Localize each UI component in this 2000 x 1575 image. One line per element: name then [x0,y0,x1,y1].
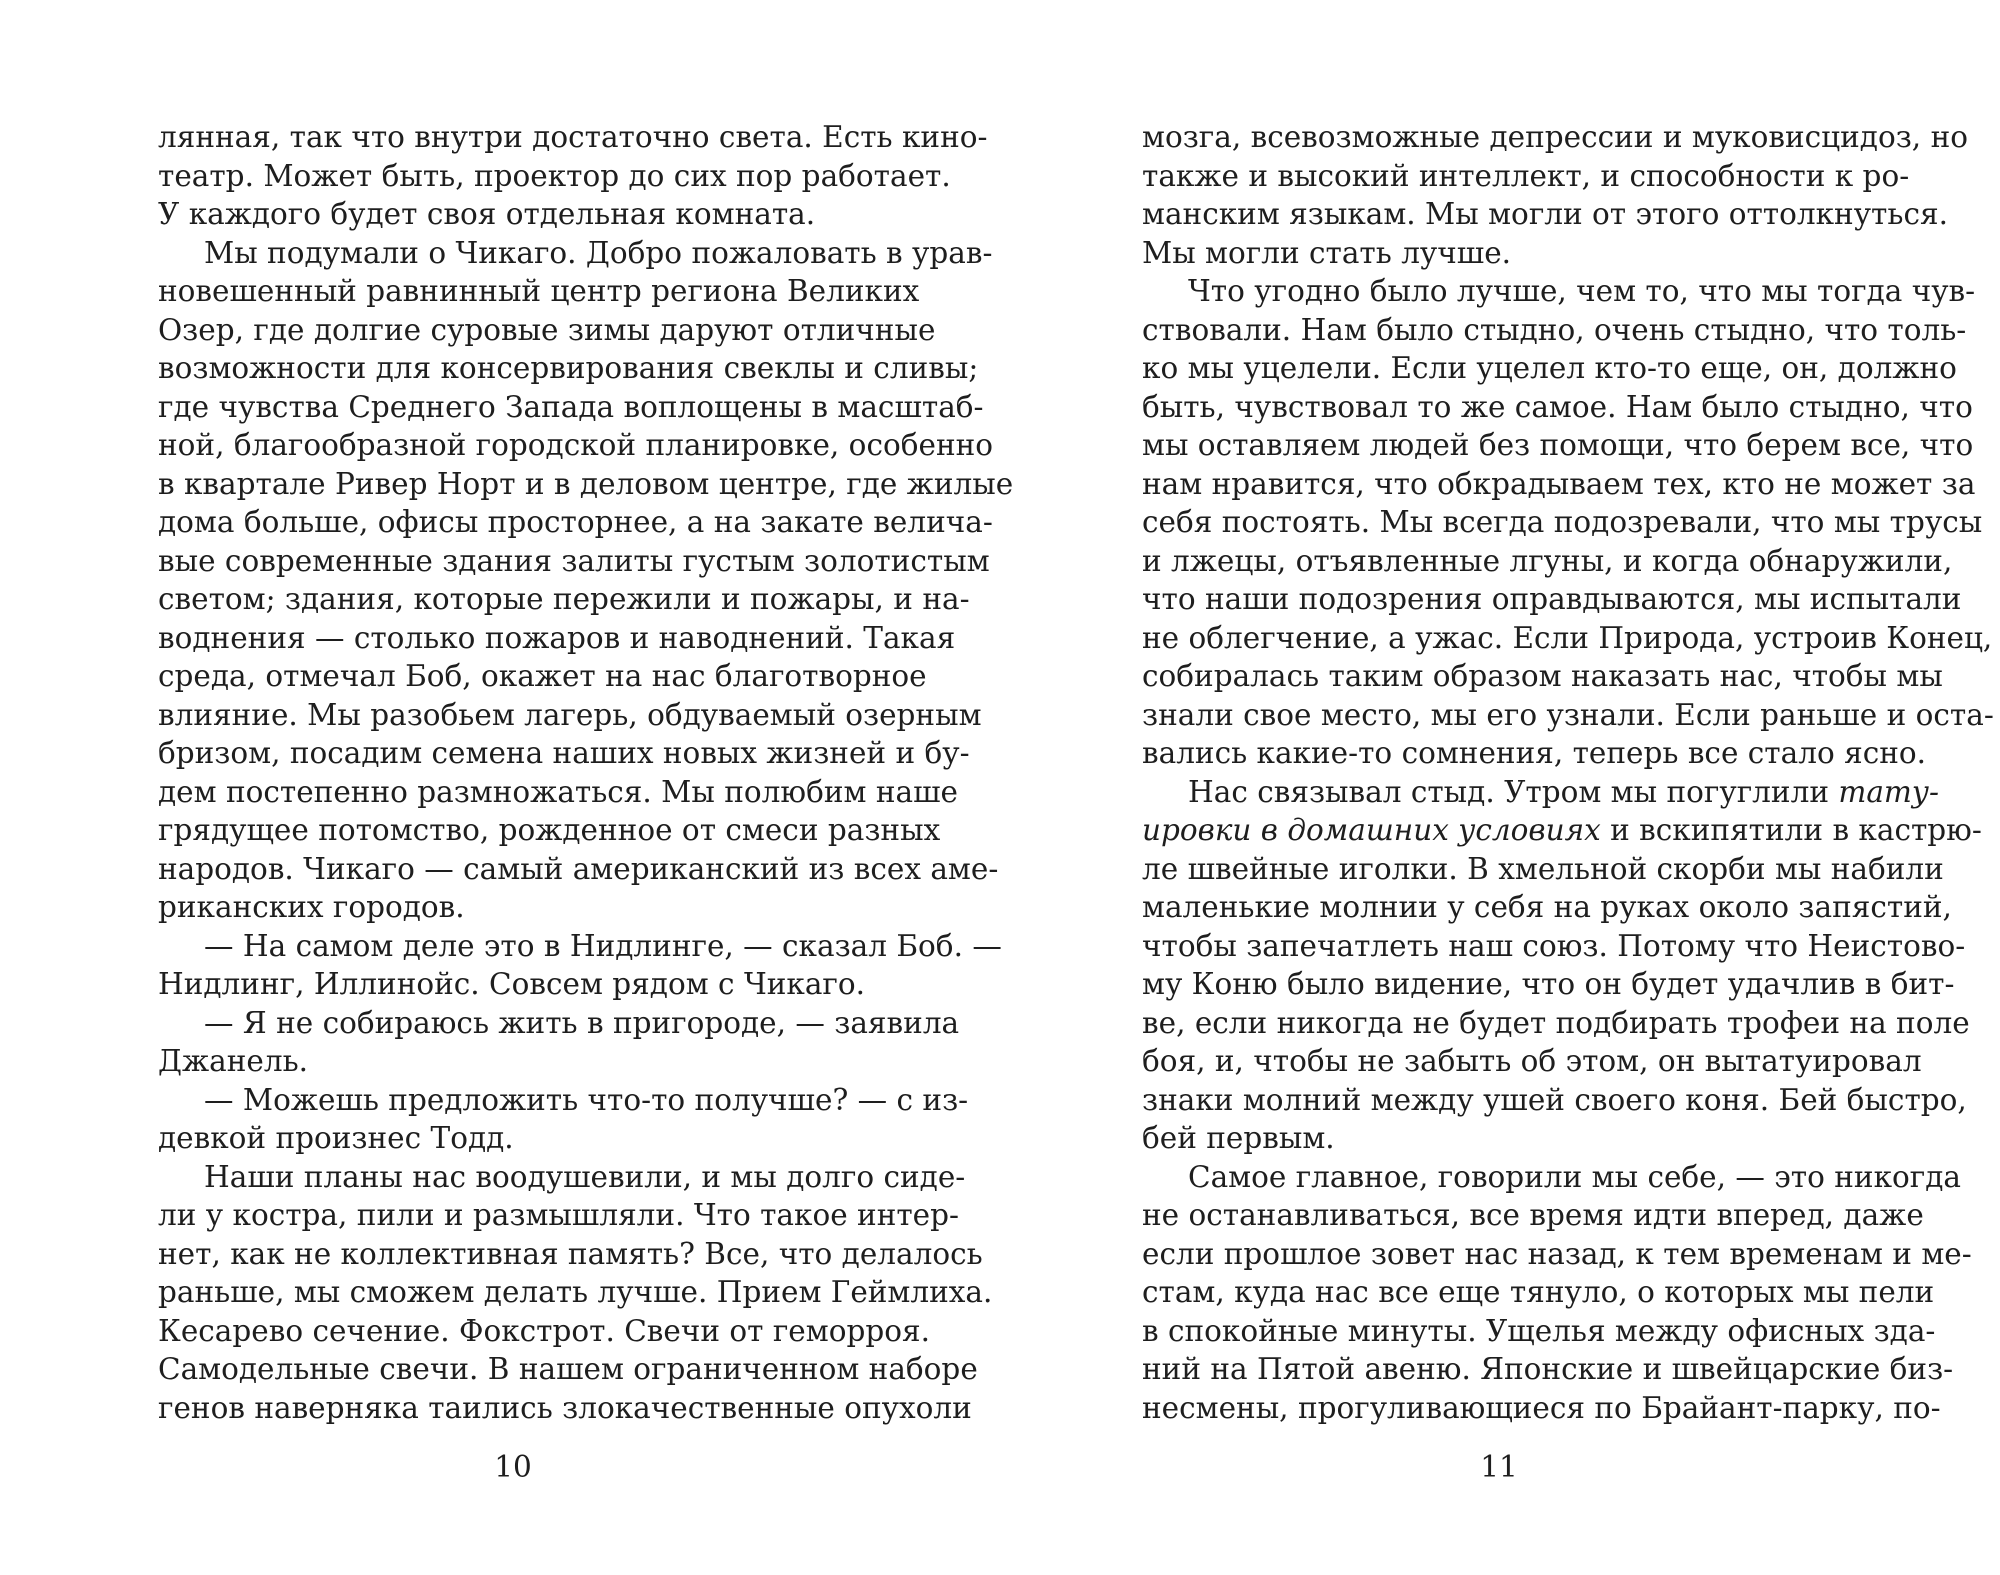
line-text: девкой произнес Тодд. [158,1121,514,1155]
line-text: раньше, мы сможем делать лучше. Прием Геймлиха. [158,1275,993,1309]
text-line [158,1196,959,1235]
line-text: в спокойные минуты. Ущелья между офисных зда- [1142,1313,1936,1348]
line-text: — На самом деле это в Нидлинге, — сказал Боб. — [204,928,1002,963]
text-line [158,1389,972,1428]
line-text: стам, куда нас все еще тянуло, о которых мы пели [1142,1275,1935,1309]
text-line [1142,1350,1954,1389]
text-line [158,1119,898,1158]
left-page-number: 10 [494,1450,532,1484]
line-text: также и высокий интеллект, и способности к ро- [1142,158,1910,193]
line-text: Мы подумали о Чикаго. Добро пожаловать в урав- [204,235,993,270]
text-line [1142,580,1962,619]
text-line [158,1312,930,1351]
line-text: манским языкам. Мы могли от этого оттолкнуться. [1142,197,1948,231]
text-line [1142,1119,1882,1158]
text-line [1142,503,1983,542]
text-line [1142,1196,1924,1235]
text-line [1142,1042,1922,1081]
text-line [158,811,941,850]
line-text: — Я не собираюсь жить в пригороде, — заявила [204,1005,960,1040]
text-line [1142,619,1993,658]
line-text: собиралась таким образом наказать нас, чтобы мы [1142,659,1943,693]
text-line [158,888,898,927]
line-text: Озер, где долгие суровые зимы даруют отличные [158,312,936,347]
line-text: У каждого будет своя отдельная комната. [158,197,816,231]
text-line [1142,118,1968,157]
text-line [158,850,999,889]
text-line [158,426,994,465]
text-line [158,696,982,735]
line-text: му Коню было видение, что он будет удачлив в бит- [1142,967,1955,1001]
line-text: среда, отмечал Боб, окажет на нас благотворное [158,659,927,693]
line-text: знали свое место, мы его узнали. Если раньше и оста- [1142,697,1994,732]
right-page [1142,118,1994,1427]
line-text: воднения — столько пожаров и наводнений. Такая [158,620,956,655]
line-text: мы оставляем людей без помощи, что берем все, что [1142,428,1974,462]
text-line [158,1273,993,1312]
line-text: несмены, прогуливающиеся по Брайант-парку, по- [1142,1390,1941,1425]
text-line [1142,465,1976,504]
text-line [158,1158,966,1197]
text-line [1142,1273,1935,1312]
text-line [1142,542,1953,581]
line-text: ве, если никогда не будет подбирать трофеи на поле [1142,1005,1970,1040]
line-text: если прошлое зовет нас назад, к тем временам и ме- [1142,1236,1972,1271]
text-line [1142,1235,1972,1274]
text-line [158,388,984,427]
line-text: дома больше, офисы просторнее, а на закате велича- [158,505,993,539]
line-text: маленькие молнии у себя на руках около запястий, [1142,890,1952,924]
line-text: не облегчение, а ужас. Если Природа, устроив Конец, [1142,620,1993,655]
text-line [158,465,1014,504]
line-text: ко мы уцелели. Если уцелел кто-то еще, он, должно [1142,351,1957,385]
left-page [158,118,1014,1427]
text-line [158,734,970,773]
text-line [158,657,927,696]
text-line [1142,272,1976,311]
text-line [1142,696,1994,735]
text-line [158,1081,969,1120]
text-line [158,195,898,234]
line-text: в квартале Ривер Норт и в деловом центре, где жилые [158,466,1014,501]
text-line [158,965,898,1004]
text-line [158,349,979,388]
line-text: Наши планы нас воодушевили, и мы долго сиде- [204,1159,966,1194]
text-line [158,1235,983,1274]
text-line [158,542,990,581]
line-text: Джанель. [158,1044,309,1078]
italic-text: тату- [1838,774,1939,809]
line-text: дем постепенно размножаться. Мы полюбим наше [158,774,958,809]
text-line [158,927,1002,966]
text-line [1142,850,1944,889]
line-text: Самодельные свечи. В нашем ограниченном наборе [158,1352,978,1386]
text-line [1142,311,1967,350]
line-text: где чувства Среднего Запада воплощены в масштаб- [158,389,984,424]
line-text: боя, и, чтобы не забыть об этом, он вытатуировал [1142,1044,1922,1078]
line-text: Кесарево сечение. Фокстрот. Свечи от геморроя. [158,1313,930,1348]
text-line [1142,234,1882,273]
line-text: что наши подозрения оправдываются, мы испытали [1142,582,1962,616]
text-line [158,272,920,311]
line-text: — Можешь предложить что-то получше? — с из- [204,1082,969,1117]
text-line [1142,195,1948,234]
text-line [1142,657,1943,696]
line-text: мозга, всевозможные депрессии и муковисцидоз, но [1142,120,1968,154]
line-text: Нидлинг, Иллинойс. Совсем рядом с Чикаго. [158,967,866,1001]
text-line [1142,773,1939,812]
line-text: ли у костра, пили и размышляли. Что такое интер- [158,1198,959,1232]
line-text: новешенный равнинный центр региона Великих [158,274,920,308]
line-text: вались какие-то сомнения, теперь все стало ясно. [1142,736,1927,770]
line-text: влияние. Мы разобьем лагерь, обдуваемый озерным [158,697,982,732]
line-text: ле швейные иголки. В хмельной скорби мы набили [1142,851,1944,886]
text-line [158,118,988,157]
line-text: светом; здания, которые пережили и пожары, и на- [158,582,970,616]
line-text: Мы могли стать лучше. [1142,235,1512,270]
text-line [1142,1312,1936,1351]
line-text: и лжецы, отъявленные лгуны, и когда обнаружили, [1142,543,1953,578]
line-text: бризом, посадим семена наших новых жизней и бу- [158,736,970,770]
line-text: народов. Чикаго — самый американский из всех аме- [158,851,999,886]
text-line [1142,811,1982,850]
text-line [1142,1004,1970,1043]
text-line [158,773,958,812]
line-text: генов наверняка таились злокачественные опухоли [158,1390,972,1425]
text-line [1142,1081,1967,1120]
line-text: и вскипятили в кастрю- [1600,813,1982,847]
line-text: грядущее потомство, рожденное от смеси разных [158,813,941,847]
right-page-number: 11 [1480,1450,1518,1484]
line-text: ний на Пятой авеню. Японские и швейцарские биз- [1142,1352,1954,1386]
italic-text: ировки в домашних условиях [1142,813,1601,847]
line-text: чтобы запечатлеть наш союз. Потому что Неистово- [1142,928,1966,963]
text-line [158,1350,978,1389]
text-line [1142,349,1957,388]
line-text: ствовали. Нам было стыдно, очень стыдно, что толь- [1142,312,1967,347]
text-line [1142,734,1927,773]
line-text: риканских городов. [158,890,465,924]
text-line [158,234,993,273]
text-line [1142,426,1974,465]
text-line [1142,927,1966,966]
line-text: бей первым. [1142,1121,1335,1155]
text-line [158,1004,960,1043]
line-text: нам нравится, что обкрадываем тех, кто не может за [1142,466,1976,501]
text-line [158,580,970,619]
line-text: ной, благообразной городской планировке, особенно [158,428,994,462]
text-line [158,311,936,350]
text-line [1142,965,1955,1004]
line-text: себя постоять. Мы всегда подозревали, что мы трусы [1142,505,1983,539]
text-line [1142,157,1910,196]
line-text: возможности для консервирования свеклы и сливы; [158,351,979,385]
left-page-text [158,118,1014,1427]
text-line [1142,1158,1961,1197]
line-text: Самое главное, говорили мы себе, — это никогда [1188,1159,1961,1194]
text-line [1142,888,1952,927]
text-line [158,503,993,542]
text-line [1142,388,1973,427]
right-page-text [1142,118,1994,1427]
line-text: театр. Может быть, проектор до сих пор работает. [158,158,951,193]
line-text: знаки молний между ушей своего коня. Бей быстро, [1142,1082,1967,1117]
line-text: не останавливаться, все время идти вперед, даже [1142,1198,1924,1232]
line-text: Что угодно было лучше, чем то, что мы тогда чув- [1188,274,1976,308]
line-text: быть, чувствовал то же самое. Нам было стыдно, что [1142,389,1973,424]
text-line [1142,1389,1941,1428]
line-text: Нас связывал стыд. Утром мы погуглили [1188,774,1839,809]
line-text: вые современные здания залиты густым золотистым [158,543,990,578]
text-line [158,157,951,196]
text-line [158,1042,898,1081]
line-text: нет, как не коллективная память? Все, что делалось [158,1236,983,1271]
text-line [158,619,956,658]
line-text: лянная, так что внутри достаточно света. Есть кино- [158,120,988,154]
